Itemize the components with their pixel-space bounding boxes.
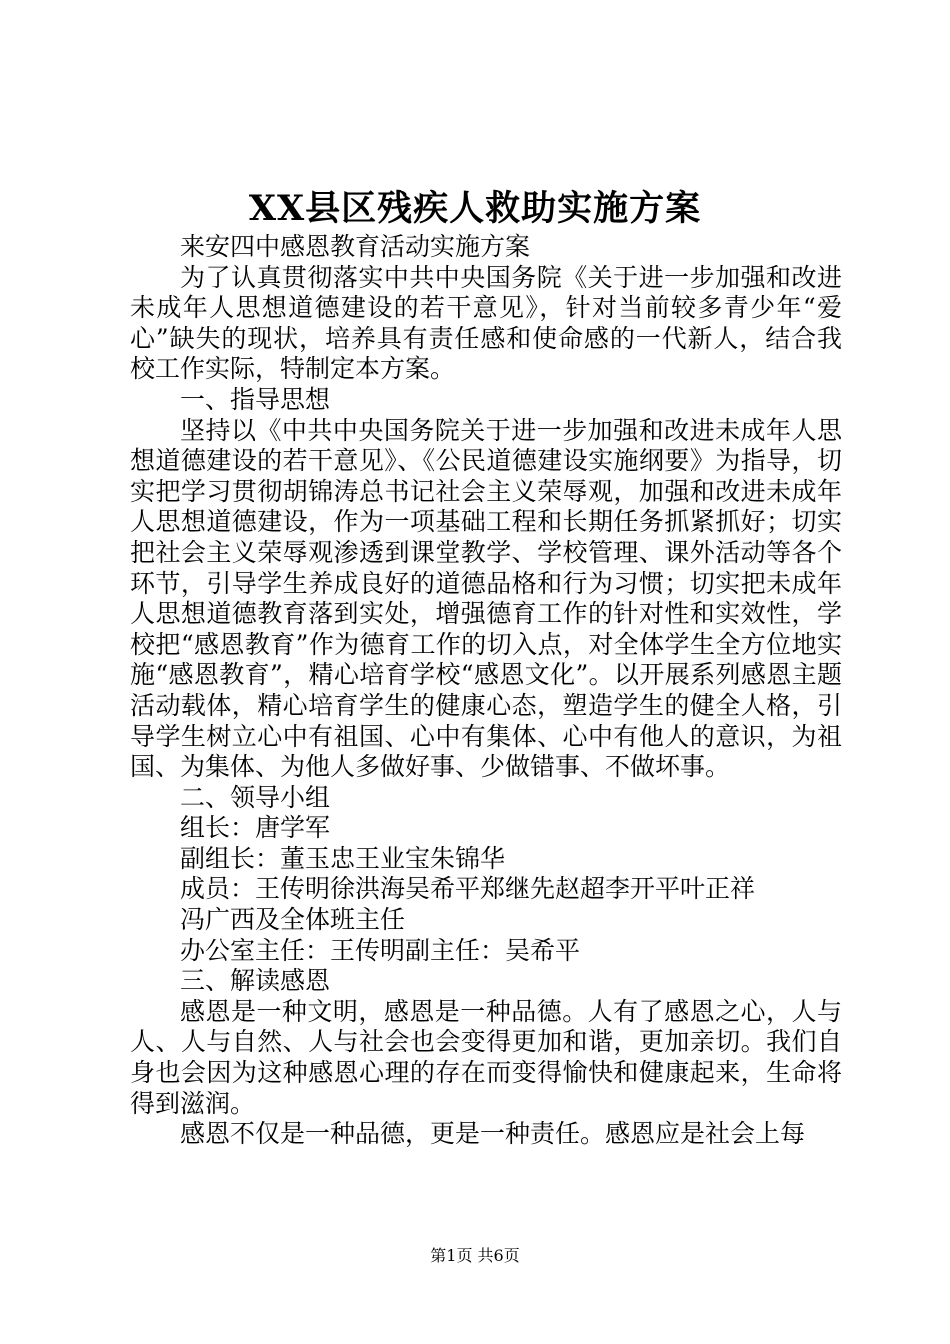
- section-heading-leadership-group: 二、领导小组: [180, 782, 331, 812]
- paragraph-guiding-thought: 坚持以《中共中央国务院关于进一步加强和改进未成年人思想道德建设的若干意见》、《公民道德建设实施纲要》为指导，切实把学习贯彻胡锦涛总书记社会主义荣辱观，加强和改进未成年人思想道德建设，作为一项基础工程和长期任务抓紧抓好；切实把社会主义荣辱观渗透到课堂教学、学校管理、课外活动等各个环节，引导学生养成良好的道德品格和行为习惯；切实把未成年人思想道德教育落到实处，增强德育工作的针对性和实效性，学校把“感恩教育”作为德育工作的切入点，对全体学生全方位地实施“感恩教育”，精心培育学校“感恩文化”。以开展系列感恩主题活动载体，精心培育学生的健康心态，塑造学生的健全人格，引导学生树立心中有祖国、心中有集体、心中有他人的意识，为祖国、为集体、为他人多做好事、少做错事、不做坏事。: [130, 415, 842, 782]
- paragraph-office-director: 办公室主任：王传明副主任：吴希平: [180, 935, 581, 965]
- section-heading-guiding-thought: 一、指导思想: [180, 384, 331, 414]
- paragraph-deputy-leaders: 副组长：董玉忠王业宝朱锦华: [180, 843, 506, 873]
- paragraph-gratitude-civilization: 感恩是一种文明，感恩是一种品德。人有了感恩之心，人与人、人与自然、人与社会也会变得更加和谐，更加亲切。我们自身也会因为这种感恩心理的存在而变得愉快和健康起来，生命将得到滋润。: [130, 996, 842, 1118]
- section-heading-gratitude: 三、解读感恩: [180, 966, 331, 996]
- paragraph-intro: 为了认真贯彻落实中共中央国务院《关于进一步加强和改进未成年人思想道德建设的若干意见》，针对当前较多青少年“爱心”缺失的现状，培养具有责任感和使命感的一代新人，结合我校工作实际，特制定本方案。: [130, 262, 842, 384]
- paragraph-subtitle: 来安四中感恩教育活动实施方案: [180, 232, 531, 261]
- paragraph-group-leader: 组长：唐学军: [180, 813, 331, 843]
- document-title: XX县区残疾人救助实施方案: [248, 188, 702, 229]
- paragraph-gratitude-responsibility: 感恩不仅是一种品德，更是一种责任。感恩应是社会上每: [180, 1119, 806, 1149]
- paragraph-members-continued: 冯广西及全体班主任: [180, 905, 406, 935]
- paragraph-members: 成员：王传明徐洪海吴希平郑继先赵超李开平叶正祥: [180, 874, 756, 904]
- page-number-footer: 第1页 共6页: [430, 1246, 520, 1265]
- document-body: [130, 232, 842, 1150]
